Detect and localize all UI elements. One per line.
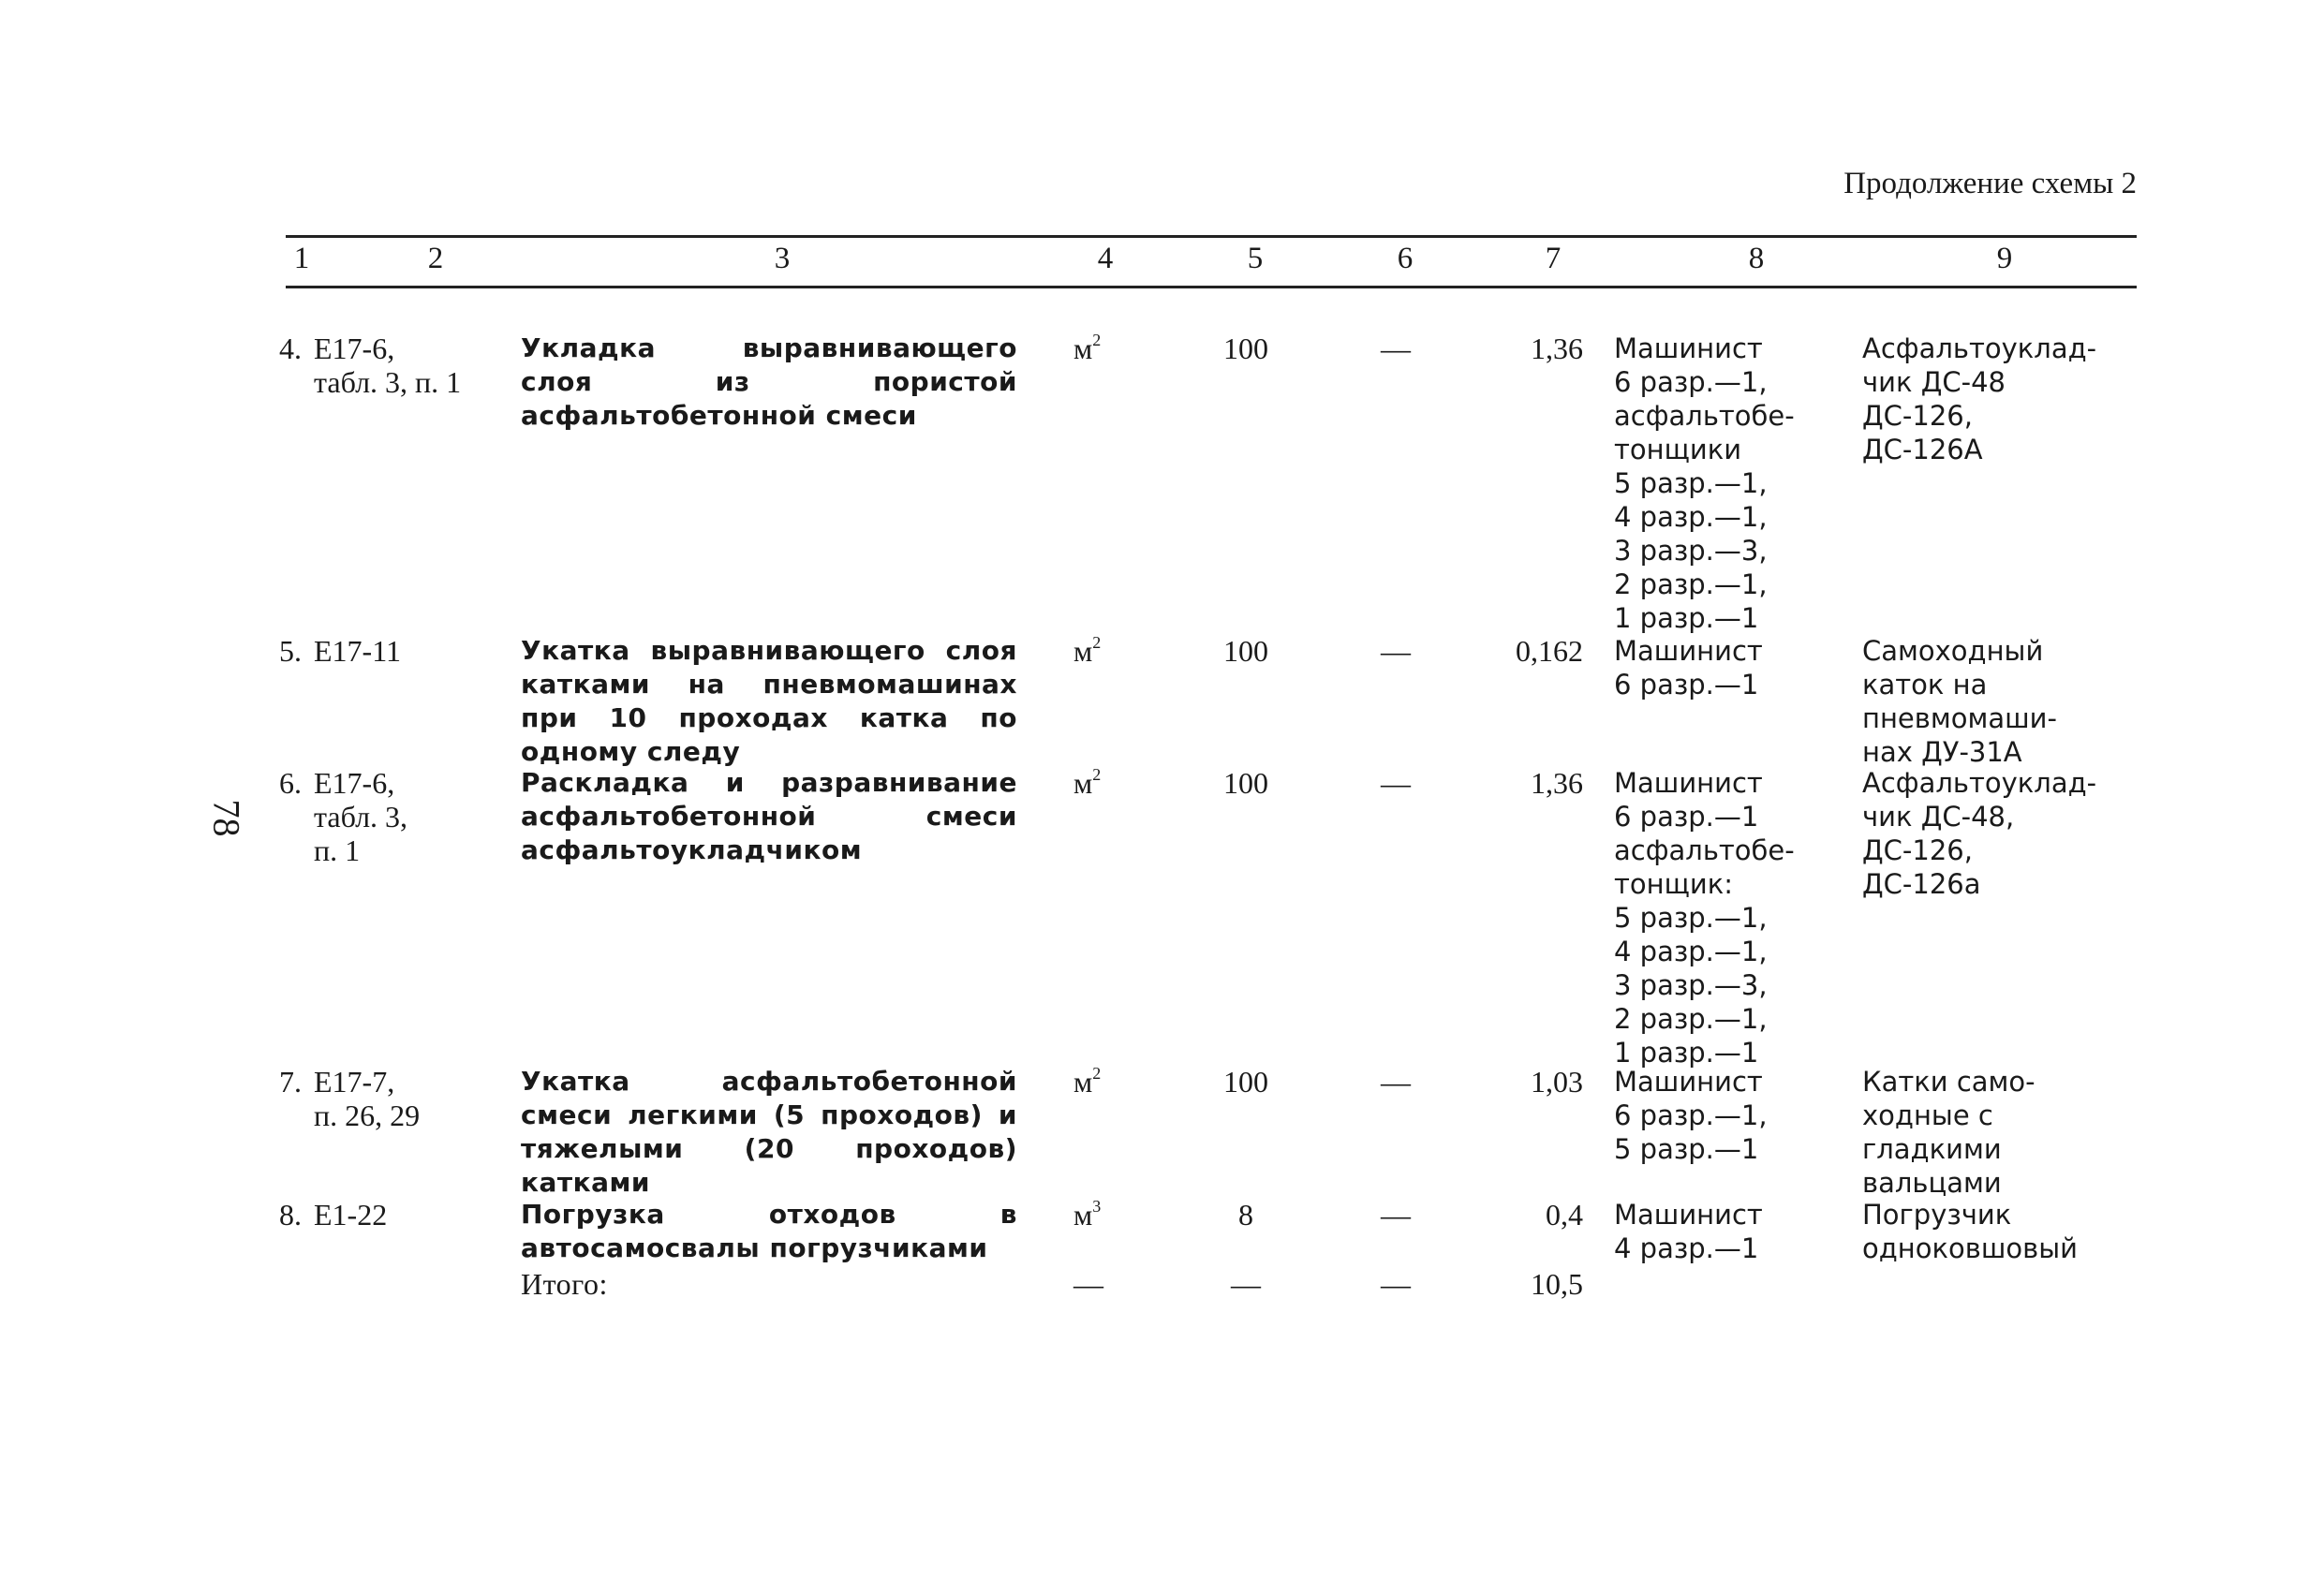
- total-amount: —: [1231, 1267, 1261, 1301]
- workers-list: Машинист 6 разр.—1, 5 разр.—1: [1614, 1066, 1768, 1165]
- workers-list: Машинист 6 разр.—1, асфальтобе- тонщики 5 разр.—1, 4 разр.—1, 3 разр.—3, 2 разр.—1, 1 разр.—1: [1614, 332, 1795, 634]
- column-header-6: 6: [1397, 242, 1414, 275]
- amount: 100: [1223, 634, 1268, 668]
- workers-list: Машинист 6 разр.—1 асфальтобе- тонщик: 5 разр.—1, 4 разр.—1, 3 разр.—3, 2 разр.—1, 1 разр.—1: [1614, 767, 1795, 1069]
- labor-value: 1,03: [1531, 1065, 1583, 1099]
- page-number: 78: [205, 799, 248, 837]
- norm-code: Е17-6, табл. 3, п. 1: [314, 332, 462, 399]
- machines-list: Асфальтоуклад- чик ДС-48, ДС-126, ДС-126а: [1862, 767, 2097, 900]
- work-description: Укатка выравнивающего слоя катками на пневмомашинах при 10 проходах катка по одному следу: [521, 635, 1017, 767]
- column-header-9: 9: [1996, 242, 2013, 275]
- labor-value: 1,36: [1531, 766, 1583, 800]
- column-header-4: 4: [1097, 242, 1114, 275]
- total-value: 10,5: [1531, 1267, 1583, 1301]
- row-number: 7.: [279, 1065, 302, 1099]
- machines-list: Асфальтоуклад- чик ДС-48 ДС-126, ДС-126А: [1862, 332, 2097, 465]
- column-header-2: 2: [427, 242, 444, 275]
- amount: 100: [1223, 1065, 1268, 1099]
- amount: 100: [1223, 332, 1268, 365]
- total-label: Итого:: [521, 1267, 608, 1301]
- column-header-3: 3: [774, 242, 791, 275]
- column-header-5: 5: [1247, 242, 1264, 275]
- table-caption: Продолжение схемы 2: [1843, 167, 2137, 200]
- row-number: 5.: [279, 634, 302, 668]
- norm-code: Е1-22: [314, 1198, 388, 1232]
- row-number: 8.: [279, 1198, 302, 1232]
- row-number: 6.: [279, 766, 302, 800]
- table-top-rule: [286, 235, 2137, 238]
- unit: $м^2$: [1073, 331, 1102, 365]
- machines-list: Катки само- ходные с гладкими вальцами: [1862, 1066, 2035, 1199]
- col6-value: —: [1381, 766, 1411, 800]
- total-col6: —: [1381, 1267, 1411, 1301]
- col6-value: —: [1381, 1198, 1411, 1232]
- column-header-8: 8: [1748, 242, 1765, 275]
- unit: $м^2$: [1073, 765, 1102, 800]
- col6-value: —: [1381, 332, 1411, 365]
- work-description: Погрузка отходов в автосамосвалы погрузчиками: [521, 1199, 1017, 1263]
- unit: $м^2$: [1073, 633, 1102, 668]
- norm-code: Е17-6, табл. 3, п. 1: [314, 766, 408, 867]
- row-number: 4.: [279, 332, 302, 365]
- norm-code: Е17-7, п. 26, 29: [314, 1065, 421, 1132]
- work-description: Раскладка и разравнивание асфальтобетонной смеси асфальтоукладчиком: [521, 767, 1017, 865]
- labor-value: 1,36: [1531, 332, 1583, 365]
- workers-list: Машинист 4 разр.—1: [1614, 1199, 1763, 1264]
- total-unit: —: [1073, 1267, 1103, 1301]
- column-header-7: 7: [1545, 242, 1562, 275]
- work-description: Укладка выравнивающего слоя из пористой асфальтобетонной смеси: [521, 332, 1017, 431]
- machines-list: Погрузчик одноковшовый: [1862, 1199, 2078, 1264]
- col6-value: —: [1381, 1065, 1411, 1099]
- table-header-rule: [286, 286, 2137, 288]
- workers-list: Машинист 6 разр.—1: [1614, 635, 1763, 701]
- norm-code: Е17-11: [314, 634, 402, 668]
- work-description: Укатка асфальтобетонной смеси легкими (5 проходов) и тяжелыми (20 проходов) катками: [521, 1066, 1017, 1198]
- amount: 8: [1238, 1198, 1253, 1232]
- machines-list: Самоходный каток на пневмомаши- нах ДУ-31А: [1862, 635, 2057, 768]
- unit: $м^2$: [1073, 1064, 1102, 1099]
- labor-value: 0,4: [1546, 1198, 1583, 1232]
- amount: 100: [1223, 766, 1268, 800]
- labor-value: 0,162: [1516, 634, 1583, 668]
- col6-value: —: [1381, 634, 1411, 668]
- column-header-1: 1: [293, 242, 310, 275]
- unit: $м^3$: [1073, 1197, 1102, 1232]
